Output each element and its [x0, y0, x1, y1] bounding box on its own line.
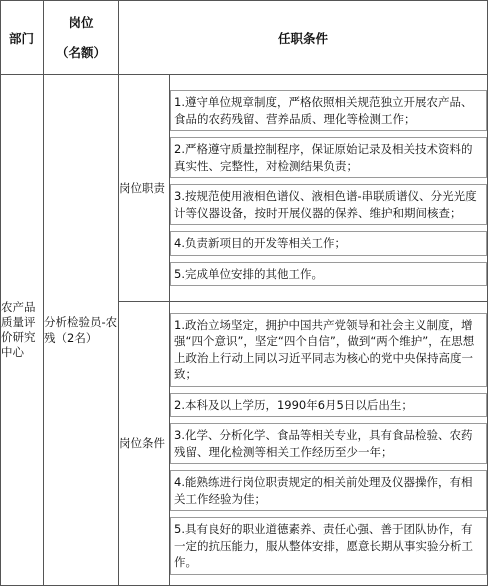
- conditions-label: 岗位条件: [119, 302, 170, 586]
- condition-item: 1.政治立场坚定，拥护中国共产党领导和社会主义制度，增强“四个意识”，坚定“四个自信”，做到“两个维护”，在思想上政治上行动上同以习近平同志为核心的党中央保持高度一致；: [170, 313, 487, 387]
- header-position-title: 岗位: [68, 14, 94, 30]
- duty-item: 4.负责新项目的开发等相关工作；: [170, 231, 487, 256]
- header-row: [1, 1, 488, 75]
- position-cell: 分析检验员-农残（2名）: [44, 75, 119, 586]
- duty-item: 1.遵守单位规章制度，严格依照相关规范独立开展农产品、食品的农药残留、营养品质、理化等检测工作；: [170, 90, 487, 131]
- duties-list: [170, 75, 488, 302]
- duty-item: 3.按规范使用液相色谱仪、液相色谱-串联质谱仪、分光光度计等仪器设备，按时开展仪器的保养、维护和期间核查；: [170, 184, 487, 225]
- header-requirements: 任职条件: [119, 1, 488, 75]
- condition-item: 5.具有良好的职业道德素养、责任心强、善于团队协作，有一定的抗压能力，服从整体安排，愿意长期从事实验分析工作。: [170, 517, 487, 575]
- header-department: 部门: [1, 1, 44, 75]
- header-position: [44, 1, 119, 75]
- duties-label: 岗位职责: [119, 75, 170, 302]
- header-position-quota: （名额）: [55, 44, 106, 60]
- condition-item: 2.本科及以上学历，1990年6月5日以后出生；: [170, 393, 487, 418]
- condition-item: 3.化学、分析化学、食品等相关专业，具有食品检验、农药残留、理化检测等相关工作经历至少一年；: [170, 423, 487, 464]
- duties-row: [1, 75, 488, 302]
- condition-item: 4.能熟练进行岗位职责规定的相关前处理及仪器操作，有相关工作经验为佳；: [170, 470, 487, 511]
- duty-item: 2.严格遵守质量控制程序，保证原始记录及相关技术资料的真实性、完整性，对检测结果负责；: [170, 137, 487, 178]
- duty-item: 5.完成单位安排的其他工作。: [170, 262, 487, 287]
- conditions-list: [170, 302, 488, 586]
- department-cell: 农产品质量评价研究中心: [1, 75, 44, 586]
